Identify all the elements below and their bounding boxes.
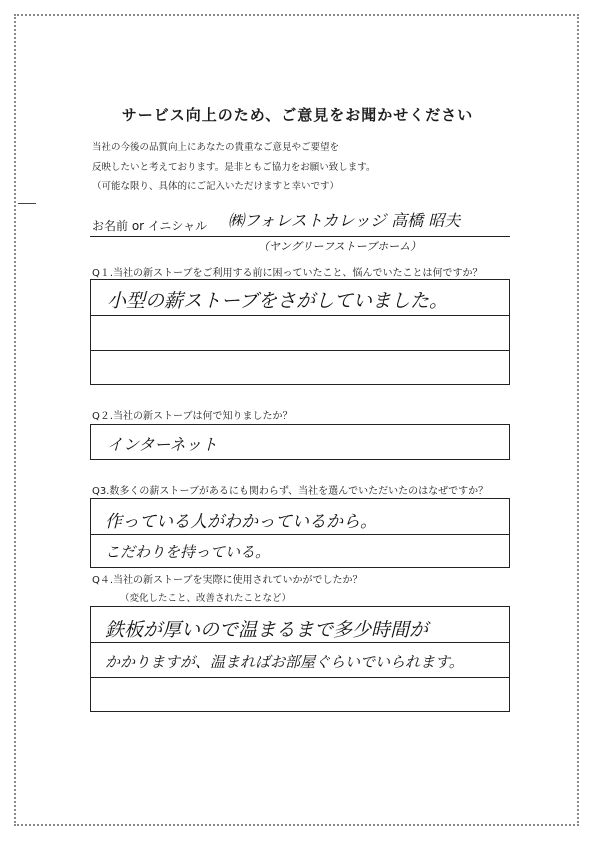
name-sub-handwriting: （ヤングリーフストーブホーム） [258,240,422,253]
answer-line [91,350,509,351]
answer-q4-line-1: 鉄板が厚いので温まるまで多少時間が [105,619,429,641]
intro-line-2: 反映したいと考えております。是非ともご協力をお願い致します。 [92,162,376,173]
question-3-label: Q3.数多くの薪ストーブがあるにも関わらず、当社を選んでいただいたのはなぜですか？ [92,486,489,497]
question-1-label: Q１.当社の新ストーブをご利用する前に困っていたこと、悩んでいたことは何ですか？ [92,268,483,279]
answer-q1-line-1: 小型の薪ストーブをさがしていました。 [107,290,449,312]
answer-q4-line-2: かかりますが、温まればお部屋ぐらいでいられます。 [105,653,464,671]
name-handwriting[interactable]: ㈱フォレストカレッジ 高橋 昭夫 [228,211,461,230]
question-4-note: （変化したこと、改善されたことなど） [120,593,292,604]
answer-box-q2[interactable] [90,424,510,460]
form-title: サービス向上のため、ご意見をお聞かせください [121,106,474,124]
answer-q3-line-1: 作っている人がわかっているから。 [105,512,377,532]
answer-box-q3[interactable] [90,498,510,568]
answer-line [91,534,509,535]
answer-line [91,677,509,678]
answer-q3-line-2: こだわりを持っている。 [105,543,271,561]
margin-mark [18,203,36,204]
answer-box-q4[interactable] [90,606,510,712]
answer-q2-line-1: インターネット [107,435,218,454]
question-2-label: Q２.当社の新ストーブは何で知りましたか？ [92,411,293,422]
question-4-label: Q４.当社の新ストーブを実際に使用されていかがでしたか？ [92,575,363,586]
intro-line-3: （可能な限り、具体的にご記入いただけますと幸いです） [92,181,340,192]
answer-line [91,315,509,316]
name-underline [90,236,510,237]
answer-line [91,642,509,643]
name-label: お名前 or イニシャル [92,219,208,233]
answer-box-q1[interactable] [90,279,510,385]
intro-line-1: 当社の今後の品質向上にあなたの貴重なご意見やご要望を [92,142,340,153]
